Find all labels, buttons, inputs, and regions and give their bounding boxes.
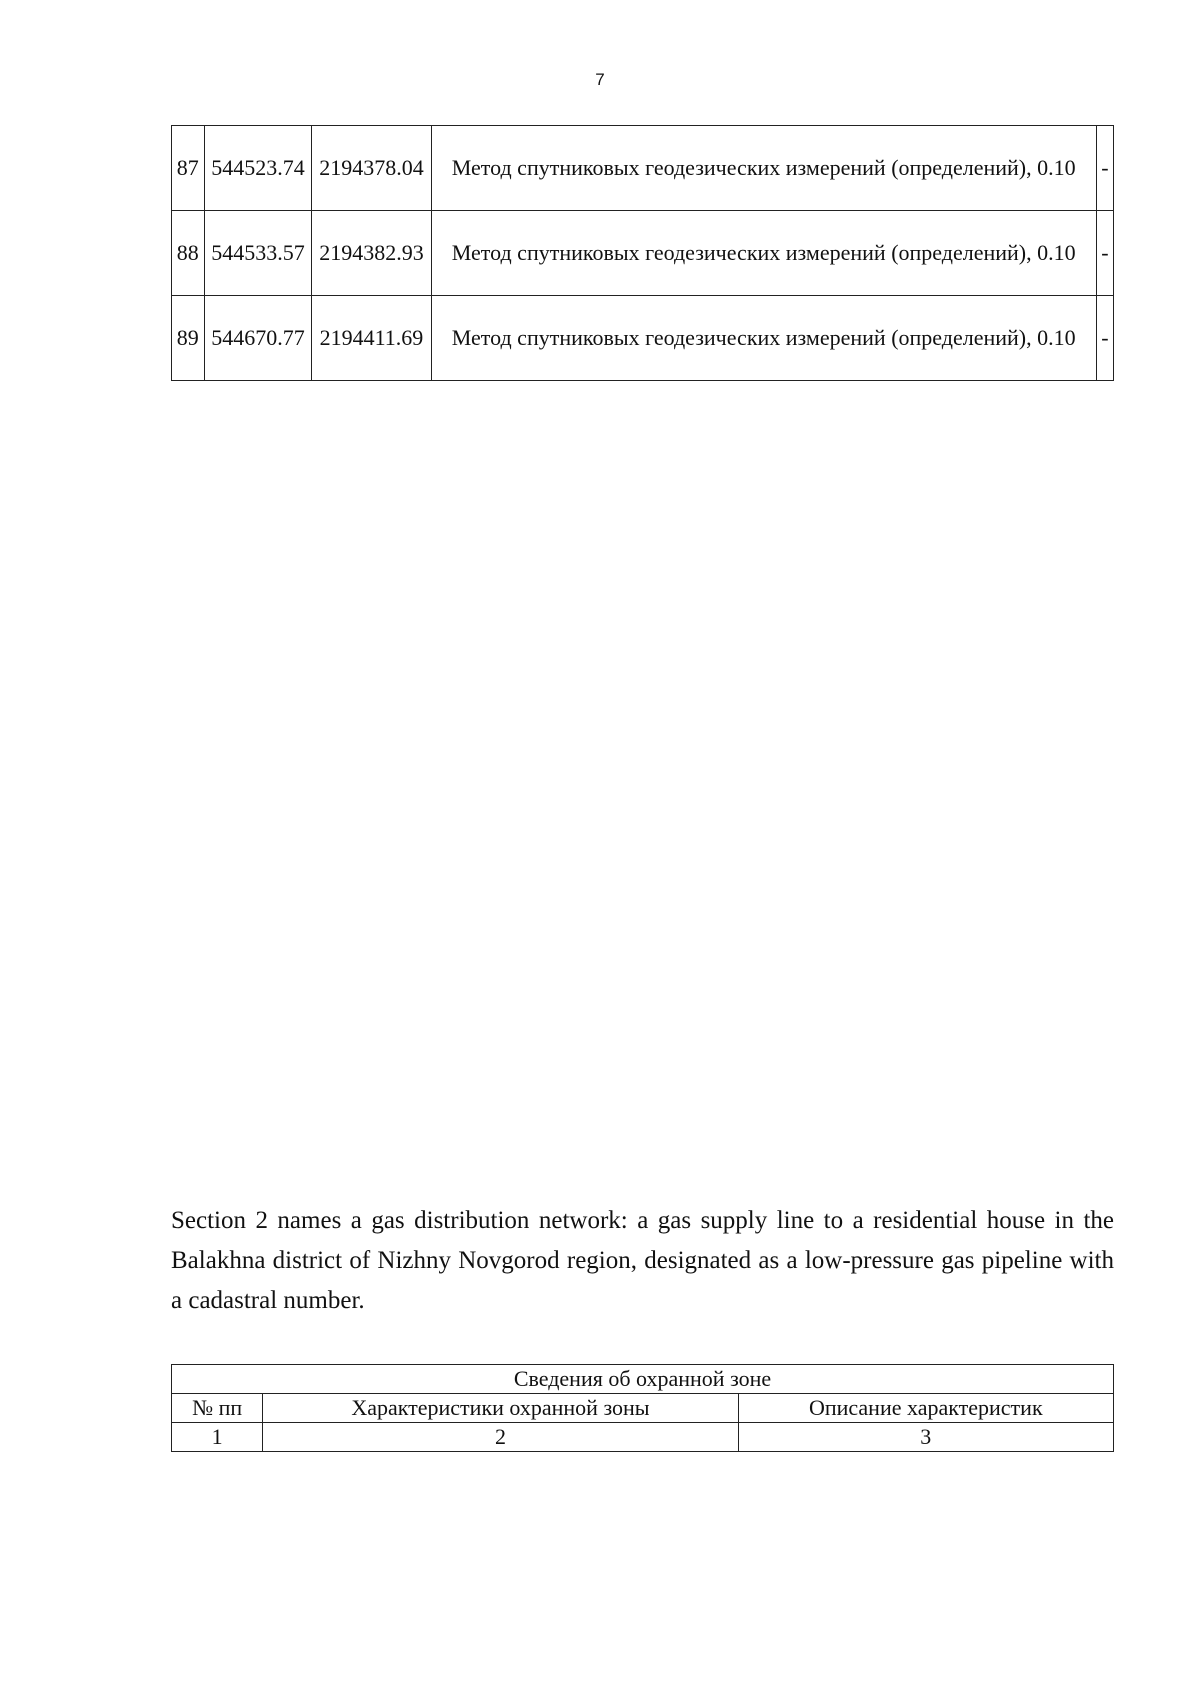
protection-zone-table [171, 1364, 1114, 1452]
zone-col-number-1: 1 [172, 1423, 263, 1452]
coordinates-table [171, 125, 1114, 381]
cell-n: 87 [172, 126, 205, 211]
cell-x: 544523.74 [204, 126, 312, 211]
zone-header-number: № пп [172, 1394, 263, 1423]
cell-x: 544533.57 [204, 211, 312, 296]
coordinate-row [172, 126, 1114, 211]
coordinate-row [172, 211, 1114, 296]
zone-table-title: Сведения об охранной зоне [172, 1365, 1114, 1394]
cell-method: Метод спутниковых геодезических измерений (определений), 0.10 [431, 211, 1096, 296]
cell-n: 88 [172, 211, 205, 296]
cell-extra: - [1096, 126, 1113, 211]
zone-header-description: Описание характеристик [738, 1394, 1113, 1423]
page-number: 7 [595, 70, 605, 89]
coordinate-row [172, 296, 1114, 381]
cell-n: 89 [172, 296, 205, 381]
cell-x: 544670.77 [204, 296, 312, 381]
cell-method: Метод спутниковых геодезических измерений (определений), 0.10 [431, 126, 1096, 211]
cell-extra: - [1096, 296, 1113, 381]
cell-method: Метод спутниковых геодезических измерений (определений), 0.10 [431, 296, 1096, 381]
cell-y: 2194378.04 [312, 126, 431, 211]
zone-col-number-2: 2 [263, 1423, 738, 1452]
zone-header-characteristics: Характеристики охранной зоны [263, 1394, 738, 1423]
cell-extra: - [1096, 211, 1113, 296]
zone-col-number-3: 3 [738, 1423, 1113, 1452]
cell-y: 2194382.93 [312, 211, 431, 296]
section-summary: Section 2 names a gas distribution network: a gas supply line to a residential house in the Balakhna district of Nizhny Novgorod region, designated as a low-pressure gas pipeline with a cadastral number. [171, 1207, 1114, 1314]
cell-y: 2194411.69 [312, 296, 431, 381]
